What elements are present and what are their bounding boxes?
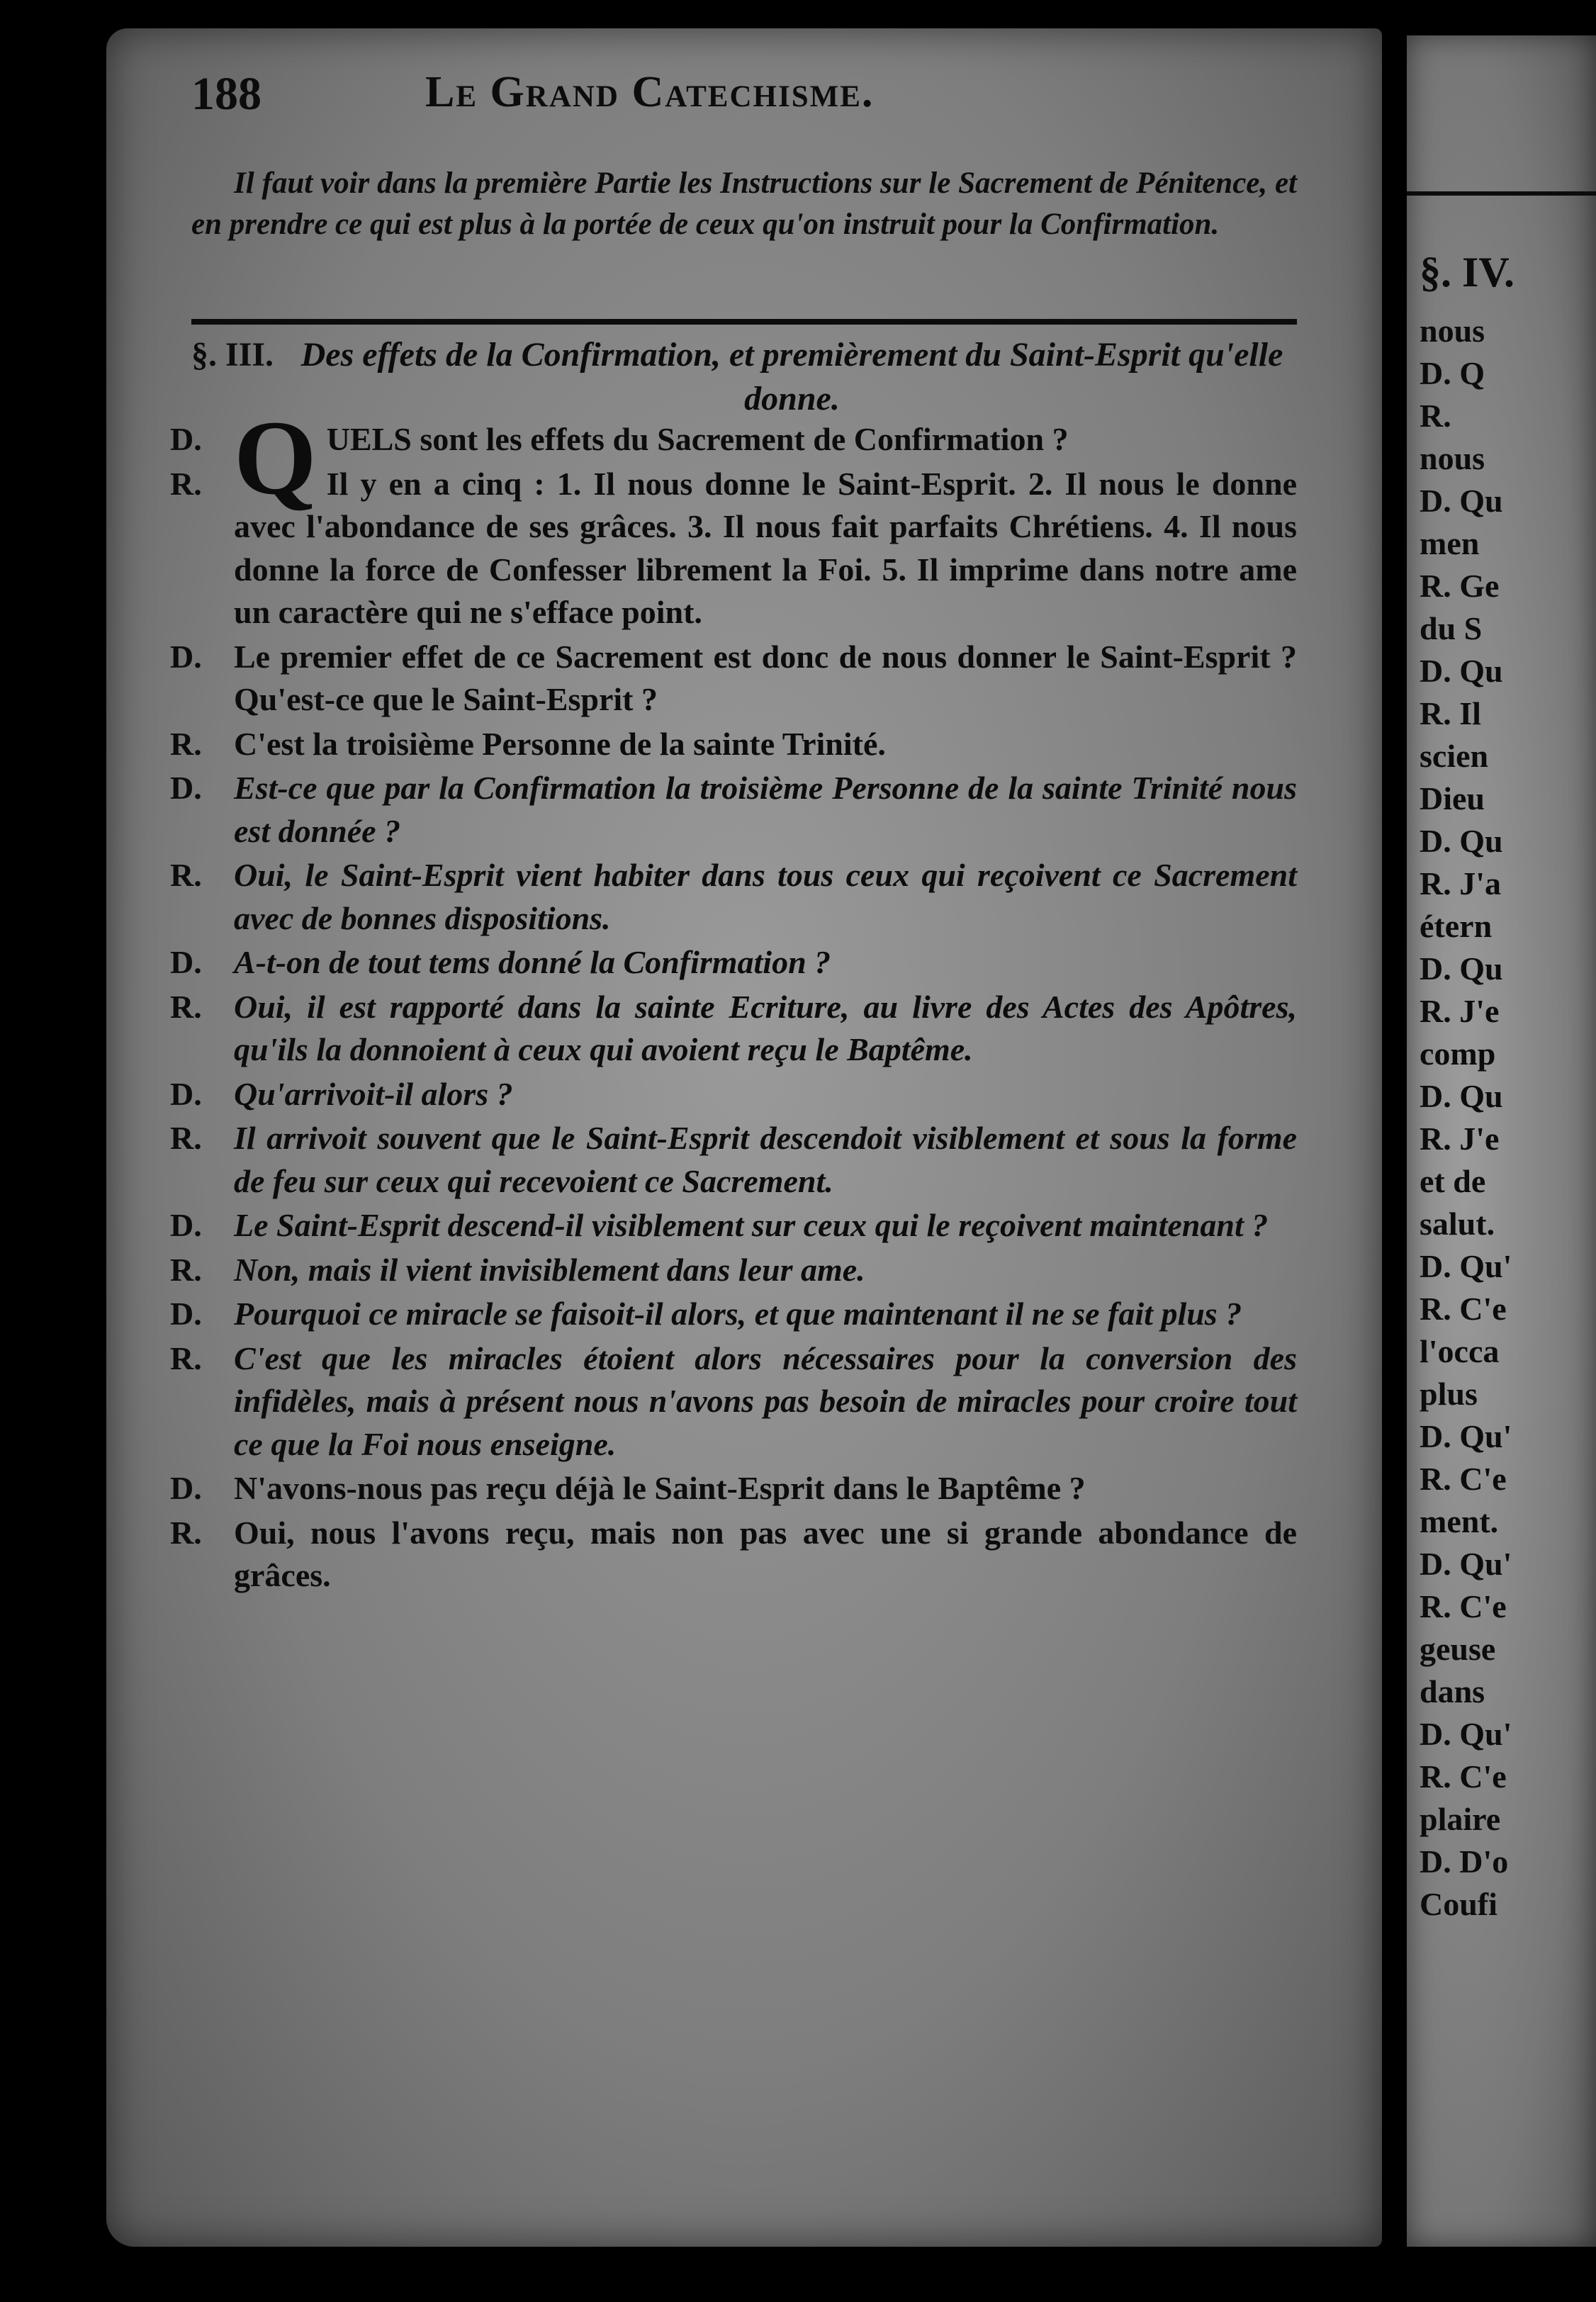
answer-entry bbox=[170, 986, 1297, 1072]
entry-label: R. bbox=[170, 1251, 202, 1288]
question-entry bbox=[170, 1467, 1297, 1510]
facing-page-line: D. D'o bbox=[1420, 1843, 1509, 1880]
facing-page-line: §. IV. bbox=[1420, 249, 1514, 296]
entry-label: D. bbox=[170, 1075, 202, 1112]
entry-text: Pourquoi ce miracle se faisoit-il alors, et que maintenant il ne se fait plus ? bbox=[234, 1296, 1242, 1332]
facing-page-line: D. Qu bbox=[1420, 483, 1503, 519]
entry-label: R. bbox=[170, 1514, 202, 1551]
entry-label: D. bbox=[170, 1207, 202, 1243]
facing-page-line: R. Il bbox=[1420, 695, 1481, 731]
facing-page-line: Dieu bbox=[1420, 780, 1485, 816]
entry-label: D. bbox=[170, 770, 202, 806]
facing-page-line: D. Qu bbox=[1420, 823, 1503, 859]
facing-page-line: D. Qu' bbox=[1420, 1546, 1512, 1582]
entry-text: C'est la troisième Personne de la sainte Trinité. bbox=[234, 725, 886, 762]
answer-entry bbox=[170, 1117, 1297, 1203]
page-header bbox=[191, 67, 1297, 131]
entry-text: Non, mais il vient invisiblement dans leur ame. bbox=[234, 1251, 865, 1288]
section-divider bbox=[191, 319, 1297, 325]
facing-page-line: R. C'e bbox=[1420, 1461, 1507, 1497]
facing-page-line: R. C'e bbox=[1420, 1588, 1507, 1624]
facing-page-line: salut. bbox=[1420, 1206, 1495, 1242]
facing-page-line: dans bbox=[1420, 1673, 1485, 1709]
entry-label: D. bbox=[170, 1296, 202, 1332]
facing-page-line: D. Qu' bbox=[1420, 1716, 1512, 1752]
facing-page-line: étern bbox=[1420, 908, 1493, 944]
facing-page-line: D. Q bbox=[1420, 355, 1485, 391]
entry-label: R. bbox=[170, 1340, 202, 1376]
question-entry bbox=[170, 1073, 1297, 1116]
facing-page-line: D. Qu bbox=[1420, 653, 1503, 689]
facing-page-line: R. J'e bbox=[1420, 1121, 1500, 1157]
facing-page-line: Coufi bbox=[1420, 1886, 1497, 1922]
page-number: 188 bbox=[191, 68, 262, 120]
entry-label: R. bbox=[170, 988, 202, 1025]
facing-page-line: du S bbox=[1420, 610, 1483, 646]
intro-note: Il faut voir dans la première Partie les Instructions sur le Sacrement de Pénitence, et en prendre ce qui est plus à la portée de ceux qu'on instruit pour la Confirmation. bbox=[191, 167, 1297, 241]
entry-text: Qu'arrivoit-il alors ? bbox=[234, 1075, 513, 1112]
facing-page-line: l'occa bbox=[1420, 1333, 1500, 1369]
facing-page-line: plus bbox=[1420, 1376, 1478, 1412]
facing-page-line: R. bbox=[1420, 398, 1451, 434]
entry-label: R. bbox=[170, 857, 202, 893]
entry-text: Il y en a cinq : 1. Il nous donne le Saint-Esprit. 2. Il nous le donne avec l'abondance de ses grâces. 3. Il nous fait parfaits Chrétiens. 4. Il nous donne la force de Confesser librement la Foi. 5. Il imprime dans notre ame un caractère qui ne s'efface point. bbox=[234, 465, 1297, 630]
question-entry bbox=[170, 399, 1297, 517]
drop-cap: Q bbox=[234, 399, 317, 517]
answer-entry bbox=[170, 854, 1297, 940]
book-page-right bbox=[1407, 35, 1596, 2247]
entry-text: UELS sont les effets du Sacrement de Confirmation ? bbox=[326, 421, 1069, 457]
answer-entry bbox=[170, 723, 1297, 766]
entry-text: Est-ce que par la Confirmation la troisième Personne de la sainte Trinité nous est donnée ? bbox=[234, 770, 1297, 849]
facing-page-line: D. Qu' bbox=[1420, 1418, 1512, 1454]
question-entry bbox=[170, 636, 1297, 722]
entry-label: D. bbox=[170, 944, 202, 980]
facing-page-line: plaire bbox=[1420, 1801, 1501, 1837]
facing-page-line: D. Qu bbox=[1420, 950, 1503, 987]
facing-page-line: nous bbox=[1420, 440, 1485, 476]
answer-entry bbox=[170, 1337, 1297, 1466]
question-answer-list bbox=[170, 399, 1297, 1599]
facing-page-line: D. Qu' bbox=[1420, 1248, 1512, 1284]
entry-text: Oui, il est rapporté dans la sainte Ecriture, au livre des Actes des Apôtres, qu'ils la donnoient à ceux qui avoient reçu le Baptême. bbox=[234, 988, 1297, 1067]
entry-text: A-t-on de tout tems donné la Confirmation ? bbox=[234, 944, 831, 980]
section-number: §. III. bbox=[191, 336, 274, 374]
facing-page-line: R. C'e bbox=[1420, 1291, 1507, 1327]
facing-page-line: comp bbox=[1420, 1035, 1496, 1072]
entry-text: Le Saint-Esprit descend-il visiblement sur ceux qui le reçoivent maintenant ? bbox=[234, 1207, 1269, 1243]
entry-text: C'est que les miracles étoient alors nécessaires pour la conversion des infidèles, mais à présent nous n'avons pas besoin de miracles pour croire tout ce que la Foi nous enseigne. bbox=[234, 1340, 1297, 1462]
question-entry bbox=[170, 767, 1297, 853]
entry-label: R. bbox=[170, 465, 202, 502]
entry-text: Le premier effet de ce Sacrement est donc de nous donner le Saint-Esprit ? Qu'est-ce que le Saint-Esprit ? bbox=[234, 638, 1297, 717]
entry-label: D. bbox=[170, 1470, 202, 1506]
facing-page-line: scien bbox=[1420, 738, 1489, 774]
section-title: Des effets de la Confirmation, et premièrement du Saint-Esprit qu'elle donne. bbox=[300, 336, 1283, 417]
entry-label: R. bbox=[170, 725, 202, 762]
question-entry bbox=[170, 1293, 1297, 1336]
facing-page-line: men bbox=[1420, 525, 1480, 561]
facing-page-rule bbox=[1407, 191, 1596, 196]
entry-label: D. bbox=[170, 421, 202, 457]
facing-page-line: D. Qu bbox=[1420, 1078, 1503, 1114]
entry-text: Oui, le Saint-Esprit vient habiter dans tous ceux qui reçoivent ce Sacrement avec de bonnes dispositions. bbox=[234, 857, 1297, 936]
running-title: Le Grand Catechisme. bbox=[425, 68, 875, 116]
entry-text: Oui, nous l'avons reçu, mais non pas avec une si grande abondance de grâces. bbox=[234, 1514, 1297, 1593]
answer-entry bbox=[170, 1512, 1297, 1598]
facing-page-line: R. C'e bbox=[1420, 1758, 1507, 1795]
facing-page-line: R. J'a bbox=[1420, 865, 1501, 902]
facing-page-line: ment. bbox=[1420, 1503, 1499, 1539]
question-entry bbox=[170, 1204, 1297, 1247]
answer-entry bbox=[170, 1249, 1297, 1292]
entry-label: D. bbox=[170, 638, 202, 675]
facing-page-line: geuse bbox=[1420, 1631, 1496, 1667]
facing-page-line: et de bbox=[1420, 1163, 1486, 1199]
facing-page-line: R. J'e bbox=[1420, 993, 1500, 1029]
question-entry bbox=[170, 941, 1297, 984]
entry-text: N'avons-nous pas reçu déjà le Saint-Esprit dans le Baptême ? bbox=[234, 1470, 1086, 1506]
section-heading bbox=[191, 333, 1297, 421]
entry-label: R. bbox=[170, 1120, 202, 1156]
entry-text: Il arrivoit souvent que le Saint-Esprit descendoit visiblement et sous la forme de feu sur ceux qui recevoient ce Sacrement. bbox=[234, 1120, 1297, 1199]
answer-entry bbox=[170, 463, 1297, 634]
facing-page-line: nous bbox=[1420, 313, 1485, 349]
facing-page-line: R. Ge bbox=[1420, 568, 1500, 604]
